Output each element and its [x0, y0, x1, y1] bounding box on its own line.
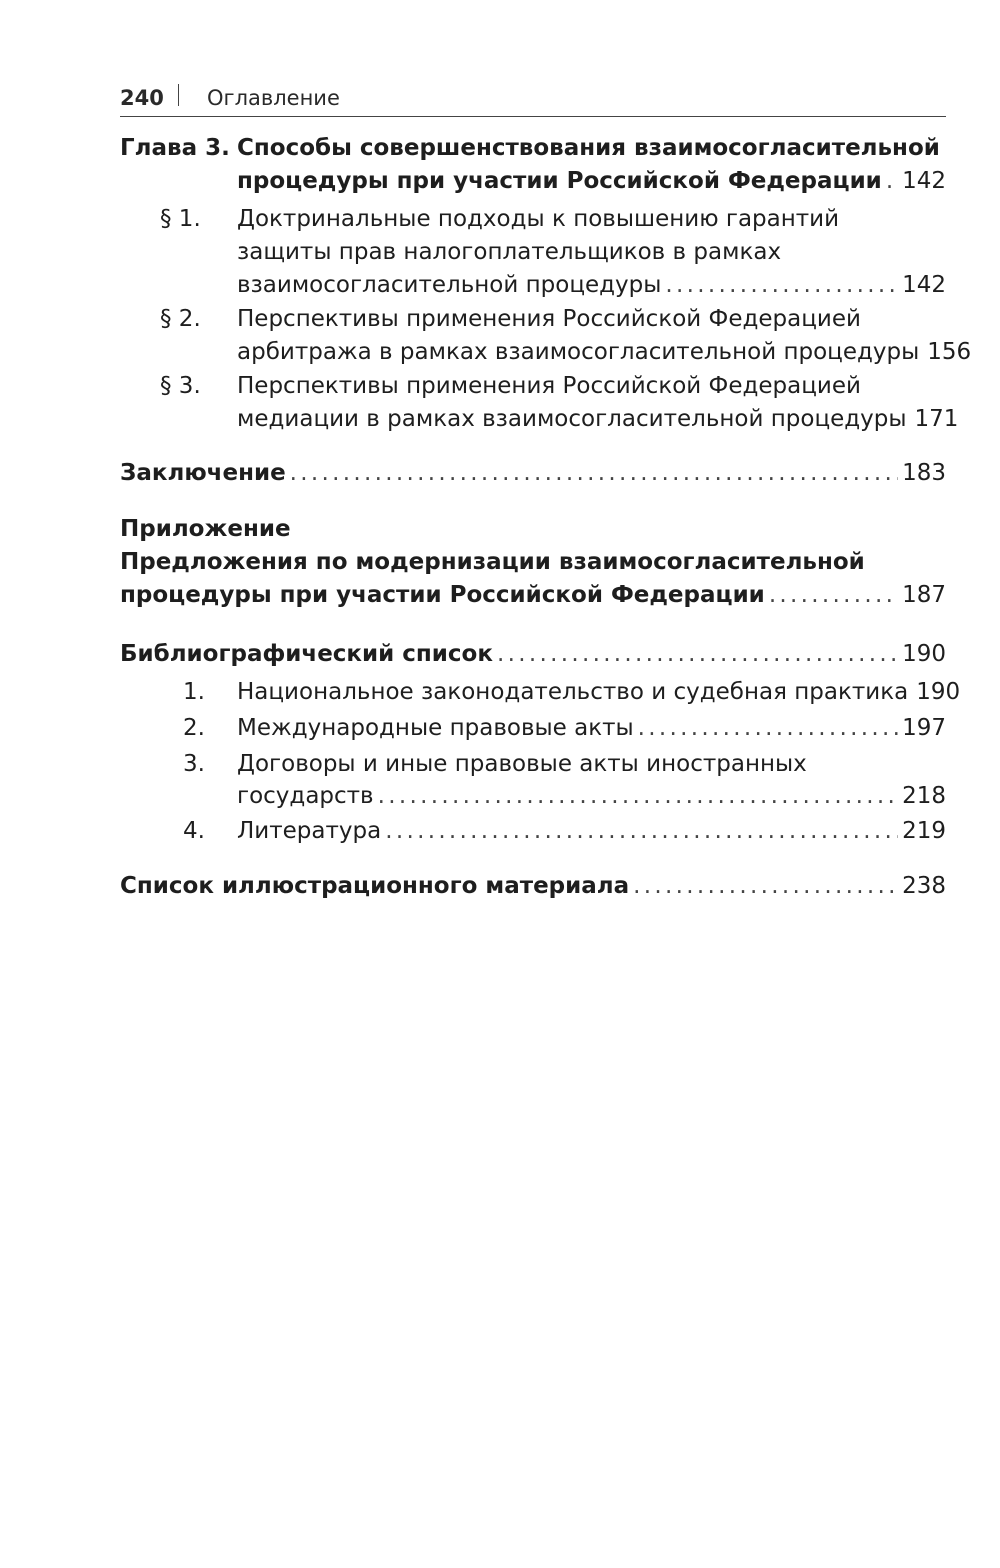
- biblio-item-page: 197: [902, 715, 946, 741]
- chapter-label: Глава 3.: [120, 135, 230, 161]
- biblio-item-text: Литература: [237, 818, 382, 844]
- appendix-title-line2: процедуры при участии Российской Федерации: [120, 582, 765, 608]
- leader-dots: [378, 780, 898, 813]
- section-label: § 2.: [160, 306, 201, 332]
- biblio-item-text: государств: [237, 783, 374, 809]
- biblio-item-entry[interactable]: [237, 676, 961, 709]
- biblio-item-text: Международные правовые акты: [237, 715, 634, 741]
- bibliography-title: Библиографический список: [120, 641, 493, 667]
- running-header: [120, 80, 946, 117]
- biblio-item-page: 190: [916, 679, 961, 705]
- section-label: § 1.: [160, 206, 201, 232]
- section-entry[interactable]: [237, 403, 959, 436]
- section-line: Перспективы применения Российской Федерацией: [237, 373, 861, 399]
- illustrations-entry[interactable]: [120, 870, 946, 903]
- biblio-item-label: 1.: [183, 679, 205, 705]
- biblio-item-page: 219: [902, 818, 946, 844]
- section-line: Перспективы применения Российской Федерацией: [237, 306, 861, 332]
- section-page: 156: [927, 339, 972, 365]
- bibliography-page: 190: [902, 641, 946, 667]
- section-line: защиты прав налогоплательщиков в рамках: [237, 239, 782, 265]
- section-line: взаимосогласительной процедуры: [237, 272, 662, 298]
- biblio-item-page: 218: [902, 783, 946, 809]
- section-entry[interactable]: [237, 269, 946, 302]
- conclusion-page: 183: [902, 460, 946, 486]
- section-page: 171: [914, 406, 959, 432]
- appendix-page: 187: [902, 582, 946, 608]
- chapter-entry[interactable]: [237, 165, 946, 198]
- biblio-item-entry[interactable]: [237, 712, 946, 745]
- leader-dots: [290, 457, 898, 490]
- biblio-item-entry[interactable]: [237, 780, 946, 813]
- appendix-label: Приложение: [120, 516, 291, 542]
- biblio-item-label: 3.: [183, 751, 205, 777]
- header-title: Оглавление: [207, 86, 340, 110]
- leader-dots: [638, 712, 898, 745]
- conclusion-entry[interactable]: [120, 457, 946, 490]
- header-divider: [178, 84, 179, 106]
- illustrations-title: Список иллюстрационного материала: [120, 873, 630, 899]
- leader-dots: [665, 269, 898, 302]
- biblio-item-entry[interactable]: [237, 815, 946, 848]
- leader-dots: [769, 579, 898, 612]
- biblio-item-label: 2.: [183, 715, 205, 741]
- chapter-title-line2: процедуры при участии Российской Федерации: [237, 168, 882, 194]
- conclusion-title: Заключение: [120, 460, 286, 486]
- biblio-item-text: Национальное законодательство и судебная практика: [237, 679, 909, 705]
- leader-dots: [633, 870, 898, 903]
- appendix-entry[interactable]: [120, 579, 946, 612]
- page-number: 240: [120, 86, 164, 110]
- leader-dots: [497, 638, 898, 671]
- section-label: § 3.: [160, 373, 201, 399]
- leader-dots: [886, 165, 898, 198]
- leader-dots: [385, 815, 898, 848]
- section-line: Доктринальные подходы к повышению гарантий: [237, 206, 840, 232]
- bibliography-entry[interactable]: [120, 638, 946, 671]
- chapter-page: 142: [902, 168, 946, 194]
- appendix-title-line1: Предложения по модернизации взаимосогласительной: [120, 549, 865, 575]
- section-line: арбитража в рамках взаимосогласительной процедуры: [237, 339, 920, 365]
- illustrations-page: 238: [902, 873, 946, 899]
- biblio-item-text: Договоры и иные правовые акты иностранных: [237, 751, 807, 777]
- section-page: 142: [902, 272, 946, 298]
- section-line: медиации в рамках взаимосогласительной процедуры: [237, 406, 907, 432]
- section-entry[interactable]: [237, 336, 972, 369]
- chapter-title-line1: Способы совершенствования взаимосогласительной: [237, 135, 940, 161]
- biblio-item-label: 4.: [183, 818, 205, 844]
